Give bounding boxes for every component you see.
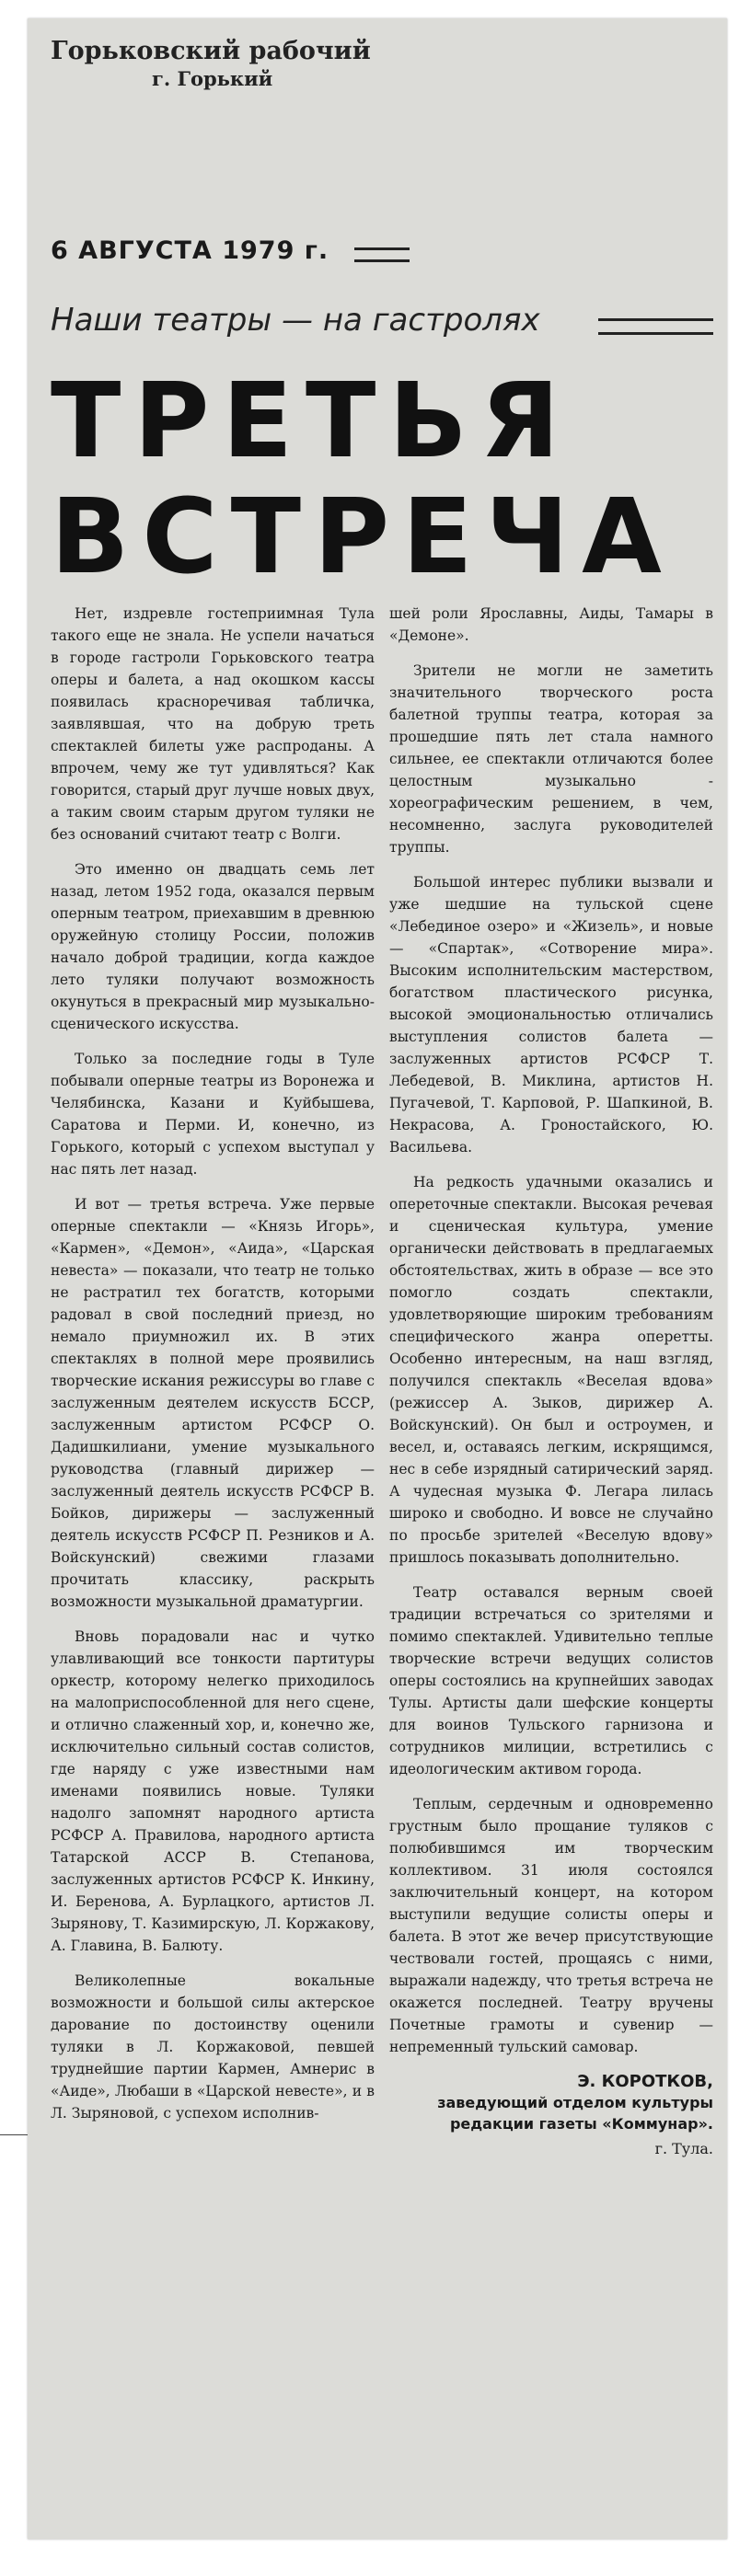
- rubric: Наши театры — на гастролях: [51, 302, 540, 339]
- rubric-rule: [598, 318, 713, 335]
- paragraph: Зрители не могли не заметить значительного творческого роста балетной труппы театра, которая за прошедшие пять лет стала намного сильнее, ее спектакли отличаются более целостным музыкально - хореографическим решением, в чем, несомненно, заслуга руководителей труппы.: [389, 662, 713, 856]
- paragraph: Театр оставался верным своей традиции встречаться со зрителями и помимо спектаклей. Удивительно теплые творческие встречи ведущих солистов оперы состоялись на крупнейших заводах Тулы. Артисты дали шефские концерты для воинов Тульского гарнизона и сотрудников милиции, встретились с идеологическим активом города.: [389, 1584, 713, 1777]
- date-rule: [354, 247, 410, 262]
- signature: [389, 2071, 713, 2159]
- paragraph: шей роли Ярославны, Аиды, Тамары в «Демоне».: [389, 605, 713, 644]
- rubric-row: [51, 302, 713, 344]
- page-edge-line: [0, 2134, 28, 2135]
- author-position: заведующий отделом культуры редакции газеты «Коммунар».: [437, 2094, 713, 2133]
- source-label: [51, 37, 419, 90]
- paragraph: И вот — третья встреча. Уже первые оперные спектакли — «Князь Игорь», «Кармен», «Демон», «Аида», «Царская невеста» — показали, что театр не только не растратил тех богатств, которыми радовал в свой последний приезд, но немало приумножил их. В этих спектаклях в полной мере проявились творческие искания режиссуры во главе с заслуженным деятелем искусств БССР, заслуженным артистом РСФСР О. Дадишкилиани, умение музыкального руководства (главный дирижер — заслуженный деятель искусств РСФСР В. Бойков, дирижеры — заслуженный деятель искусств РСФСР П. Резников и А. Войскунский) свежими глазами прочитать классику, раскрыть возможности музыкальной драматургии.: [51, 1196, 375, 1610]
- date-row: [51, 236, 713, 273]
- paragraph: Великолепные вокальные возможности и большой силы актерское дарование по достоинству оценили туляки в Л. Коржаковой, певшей труднейшие партии Кармен, Амнерис в «Аиде», Любаши в «Царской невесте», и в Л. Зыряновой, с успехом исполнив-: [51, 1972, 375, 2122]
- paragraph: Нет, издревле гостеприимная Тула такого еще не знала. Не успели начаться в городе гастроли Горьковского театра оперы и балета, а над окошком кассы появилась красноречивая табличка, заявлявшая, что на добрую треть спектаклей билеты уже распроданы. А впрочем, чему же тут удивляться? Как говорится, старый друг лучше новых двух, а таким своим старым другом туляки не без оснований считают театр с Волги.: [51, 605, 375, 843]
- newspaper-city: г. Горький: [152, 67, 273, 90]
- paragraph: Вновь порадовали нас и чутко улавливающий все тонкости партитуры оркестр, которому нелегко приходилось на малоприспособленной для него сцене, и отлично слаженный хор, и, конечно же, исключительно сильный состав солистов, где наряду с уже известными нам именами появились новые. Туляки надолго запомнят народного артиста РСФСР А. Правилова, народного артиста Татарской АССР В. Степанова, заслуженных артистов РСФСР К. Инкину, И. Беренова, А. Бурлацкого, артистов Л. Зырянову, Т. Казимирскую, Л. Коржакову, А. Главина, В. Балюту.: [51, 1628, 375, 1954]
- column-right: [389, 603, 713, 2159]
- column-left: [51, 603, 375, 2159]
- dateline-city: г. Тула.: [654, 2140, 713, 2157]
- headline: [51, 363, 713, 595]
- paragraph: Это именно он двадцать семь лет назад, летом 1952 года, оказался первым оперным театром, приехавшим в древнюю оружейную столицу России, положив начало доброй традиции, когда каждое лето туляки получают возможность окунуться в прекрасный мир музыкально-сценического искусства.: [51, 861, 375, 1032]
- paragraph: На редкость удачными оказались и опереточные спектакли. Высокая речевая и сценическая культура, умение органически действовать в предлагаемых обстоятельствах, жить в образе — все это помогло создать спектакли, удовлетворяющие широким требованиям специфического жанра оперетты. Особенно интересным, на наш взгляд, получился спектакль «Веселая вдова» (режиссер А. Зыков, дирижер А. Войскунский). Он был и остроумен, и весел, и, оставаясь легким, искрящимся, нес в себе изрядный сатирический заряд. А чудесная музыка Ф. Легара лилась широко и свободно. И вовсе не случайно по просьбе зрителей «Веселую вдову» пришлось показывать дополнительно.: [389, 1174, 713, 1566]
- headline-line-1: ТРЕТЬЯ: [51, 362, 572, 481]
- paragraph: Только за последние годы в Туле побывали оперные театры из Воронежа и Челябинска, Казани и Куйбышева, Саратова и Перми. И, конечно, из Горького, который с успехом выступал у нас пять лет назад.: [51, 1051, 375, 1178]
- paragraph: Большой интерес публики вызвали и уже шедшие на тульской сцене «Лебединое озеро» и «Жизель», и новые — «Спартак», «Сотворение мира». Высоким исполнительским мастерством, богатством пластического рисунка, высокой эмоциональностью отличались выступления солистов балета — заслуженных артистов РСФСР Т. Лебедевой, В. Миклина, артистов Н. Пугачевой, Т. Карповой, Р. Шапкиной, В. Некрасова, А. Гроностайского, Ю. Васильева.: [389, 874, 713, 1156]
- newspaper-name: Горьковский рабочий: [51, 37, 371, 65]
- article-body: [51, 603, 713, 2159]
- headline-line-2: ВСТРЕЧА: [51, 477, 675, 597]
- paragraph: Теплым, сердечным и одновременно грустным было прощание туляков с полюбившимся им творческим коллективом. 31 июля состоялся заключительный концерт, на котором выступили ведущие солисты оперы и балета. В этот же вечер присутствующие чествовали гостей, прощаясь с ними, выражали надежду, что третья встреча не окажется последней. Театру вручены Почетные грамоты и сувенир — непременный тульский самовар.: [389, 1796, 713, 2055]
- publication-date: 6 АВГУСТА 1979 г.: [51, 236, 329, 265]
- author-name: Э. КОРОТКОВ,: [577, 2072, 713, 2091]
